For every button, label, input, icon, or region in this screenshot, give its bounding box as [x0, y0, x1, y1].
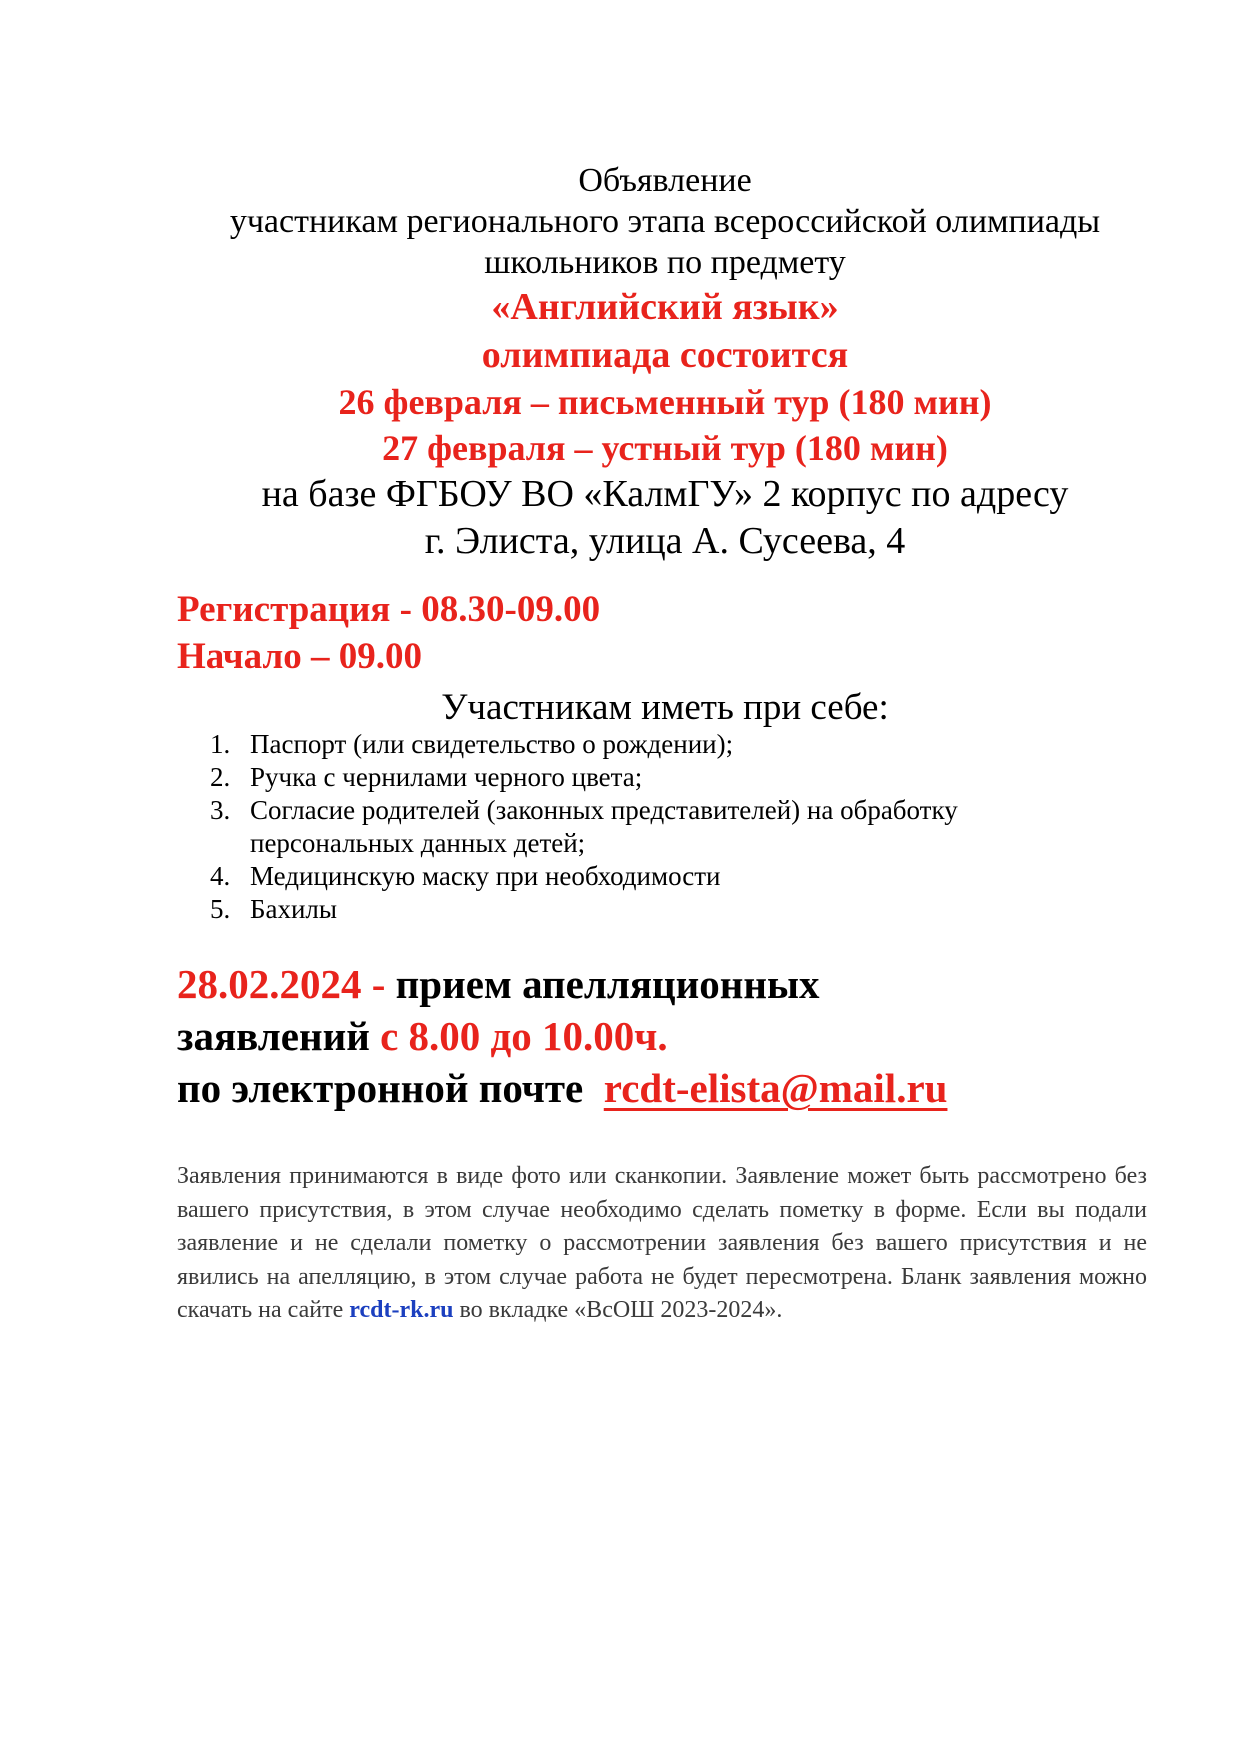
list-item-text: Бахилы	[250, 894, 338, 924]
bring-list-title: Участникам иметь при себе:	[441, 687, 889, 728]
appeal-text2: заявлений	[177, 1013, 381, 1059]
note-text2: во вкладке «ВсОШ 2023-2024».	[453, 1297, 783, 1323]
note-text1: Заявления принимаются в виде фото или сканкопии. Заявление может быть рассмотрено без вашего присутствия, в этом случае необходимо сделать пометку в форме. Если вы подали заявление и не сделали пометку о рассмотрении заявления без вашего присутствия и не явились на апелляцию, в этом случае работа не будет пересмотрена. Бланк заявления можно скачать на сайте	[177, 1163, 1147, 1323]
list-item-number: 2.	[210, 762, 231, 792]
venue-line1: на базе ФГБОУ ВО «КалмГУ» 2 корпус по адресу	[261, 473, 1069, 515]
venue-line2: г. Элиста, улица А. Сусеева, 4	[424, 520, 906, 562]
appeal-block	[177, 958, 947, 1114]
list-item-number: 1.	[210, 729, 231, 759]
list-item	[210, 893, 1090, 926]
appeal-text1: прием апелляционных	[385, 961, 820, 1007]
list-item-text: Паспорт (или свидетельство о рождении);	[250, 729, 734, 759]
appeal-line2	[177, 1010, 947, 1062]
appeal-email-link[interactable]: rcdt-elista@mail.ru	[603, 1065, 948, 1111]
announcement-subtitle-line2: школьников по предмету	[484, 244, 846, 281]
appeal-date: 28.02.2024 -	[177, 961, 386, 1007]
appeal-line1	[177, 958, 947, 1010]
appeal-text3: по электронной почте	[177, 1065, 604, 1111]
announcement-subtitle-line1: участникам регионального этапа всероссийской олимпиады	[229, 203, 1101, 240]
appeal-line3	[177, 1062, 947, 1114]
list-item-number: 4.	[210, 861, 231, 891]
announcement-header	[140, 160, 1190, 565]
list-item	[210, 761, 1090, 794]
registration-time: Регистрация - 08.30-09.00	[177, 589, 601, 630]
appeal-time: с 8.00 до 10.00ч.	[380, 1013, 668, 1059]
list-item-number: 5.	[210, 894, 231, 924]
appeal-note	[177, 1160, 1147, 1328]
schedule-day2: 27 февраля – устный тур (180 мин)	[382, 428, 948, 468]
announcement-title: Объявление	[578, 162, 752, 199]
list-item-number: 3.	[210, 795, 231, 825]
list-item-text: Согласие родителей (законных представителей) на обработку персональных данных детей;	[250, 795, 958, 858]
list-item-text: Ручка с чернилами черного цвета;	[250, 762, 643, 792]
site-link[interactable]: rcdt-rk.ru	[349, 1297, 454, 1323]
olympiad-status: олимпиада состоится	[481, 334, 849, 376]
bring-list	[210, 728, 1090, 926]
start-time: Начало – 09.00	[177, 636, 422, 677]
subject-title: «Английский язык»	[491, 286, 839, 328]
list-item-text: Медицинскую маску при необходимости	[250, 861, 721, 891]
schedule-day1: 26 февраля – письменный тур (180 мин)	[338, 382, 992, 422]
list-item	[210, 794, 1030, 860]
list-item	[210, 860, 1090, 893]
list-item	[210, 728, 1090, 761]
